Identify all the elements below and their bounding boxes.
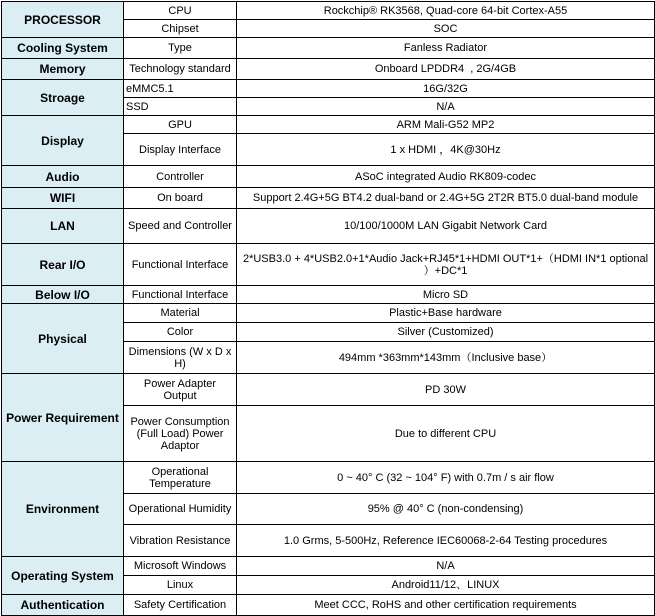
category-power: Power Requirement (2, 374, 124, 462)
table-row (2, 286, 655, 304)
value-power-adapter-output: PD 30W (237, 374, 655, 406)
item-vibration-resistance: Vibration Resistance (124, 525, 237, 557)
table-row (2, 557, 655, 576)
value-operational-humidity: 95% @ 40° C (non-condensing) (237, 494, 655, 525)
item-rear-functional-interface: Functional Interface (124, 244, 237, 286)
value-type: Fanless Radiator (237, 38, 655, 59)
item-speed-controller: Speed and Controller (124, 209, 237, 244)
value-speed-controller: 10/100/1000M LAN Gigabit Network Card (237, 209, 655, 244)
spec-table (1, 1, 655, 616)
value-on-board: Support 2.4G+5G BT4.2 dual-band or 2.4G+5G 2T2R BT5.0 dual-band module (237, 188, 655, 209)
item-emmc: eMMC5.1 (124, 80, 237, 98)
value-controller: ASoC integrated Audio RK809-codec (237, 166, 655, 188)
item-linux: Linux (124, 576, 237, 595)
item-dimensions: Dimensions (W x D x H) (124, 342, 237, 374)
category-below-io: Below I/O (2, 286, 124, 304)
value-display-interface: 1 x HDMI ，4K@30Hz (237, 134, 655, 166)
table-row (2, 166, 655, 188)
category-memory: Memory (2, 59, 124, 80)
value-rear-functional-interface: 2*USB3.0 + 4*USB2.0+1*Audio Jack+RJ45*1+HDMI OUT*1+（HDMI IN*1 optional ）+DC*1 (237, 244, 655, 286)
value-technology-standard: Onboard LPDDR4 , 2G/4GB (237, 59, 655, 80)
value-safety-certification: Meet CCC, RoHS and other certification requirements (237, 595, 655, 616)
category-lan: LAN (2, 209, 124, 244)
value-color: Silver (Customized) (237, 323, 655, 342)
value-cpu: Rockchip® RK3568, Quad-core 64-bit Cortex-A55 (237, 2, 655, 20)
item-ssd: SSD (124, 98, 237, 116)
item-technology-standard: Technology standard (124, 59, 237, 80)
value-operational-temperature: 0 ~ 40° C (32 ~ 104° F) with 0.7m / s air flow (237, 462, 655, 494)
table-row (2, 374, 655, 406)
category-rear-io: Rear I/O (2, 244, 124, 286)
value-gpu: ARM Mali-G52 MP2 (237, 116, 655, 134)
category-display: Display (2, 116, 124, 166)
item-operational-humidity: Operational Humidity (124, 494, 237, 525)
table-row (2, 595, 655, 616)
table-row (2, 304, 655, 323)
item-safety-certification: Safety Certification (124, 595, 237, 616)
value-power-consumption: Due to different CPU (237, 406, 655, 462)
table-row (2, 462, 655, 494)
table-row (2, 38, 655, 59)
value-linux: Android11/12、LINUX (237, 576, 655, 595)
category-processor: PROCESSOR (2, 2, 124, 38)
value-chipset: SOC (237, 20, 655, 38)
item-controller: Controller (124, 166, 237, 188)
item-color: Color (124, 323, 237, 342)
item-power-consumption: Power Consumption (Full Load) Power Adaptor (124, 406, 237, 462)
value-dimensions: 494mm *363mm*143mm（Inclusive base） (237, 342, 655, 374)
value-microsoft-windows: N/A (237, 557, 655, 576)
value-ssd: N/A (237, 98, 655, 116)
category-operating-system: Operating System (2, 557, 124, 595)
category-environment: Environment (2, 462, 124, 557)
item-material: Material (124, 304, 237, 323)
table-row (2, 2, 655, 20)
item-power-adapter-output: Power Adapter Output (124, 374, 237, 406)
category-storage: Stroage (2, 80, 124, 116)
item-gpu: GPU (124, 116, 237, 134)
category-wifi: WIFI (2, 188, 124, 209)
value-vibration-resistance: 1.0 Grms, 5-500Hz, Reference IEC60068-2-64 Testing procedures (237, 525, 655, 557)
value-below-functional-interface: Micro SD (237, 286, 655, 304)
item-operational-temperature: Operational Temperature (124, 462, 237, 494)
category-physical: Physical (2, 304, 124, 374)
item-cpu: CPU (124, 2, 237, 20)
category-authentication: Authentication (2, 595, 124, 616)
item-below-functional-interface: Functional Interface (124, 286, 237, 304)
item-type: Type (124, 38, 237, 59)
category-audio: Audio (2, 166, 124, 188)
table-row (2, 116, 655, 134)
value-material: Plastic+Base hardware (237, 304, 655, 323)
table-row (2, 209, 655, 244)
category-cooling: Cooling System (2, 38, 124, 59)
item-microsoft-windows: Microsoft Windows (124, 557, 237, 576)
item-chipset: Chipset (124, 20, 237, 38)
table-row (2, 59, 655, 80)
item-on-board: On board (124, 188, 237, 209)
table-row (2, 80, 655, 98)
value-emmc: 16G/32G (237, 80, 655, 98)
item-display-interface: Display Interface (124, 134, 237, 166)
table-row (2, 244, 655, 286)
table-row (2, 188, 655, 209)
